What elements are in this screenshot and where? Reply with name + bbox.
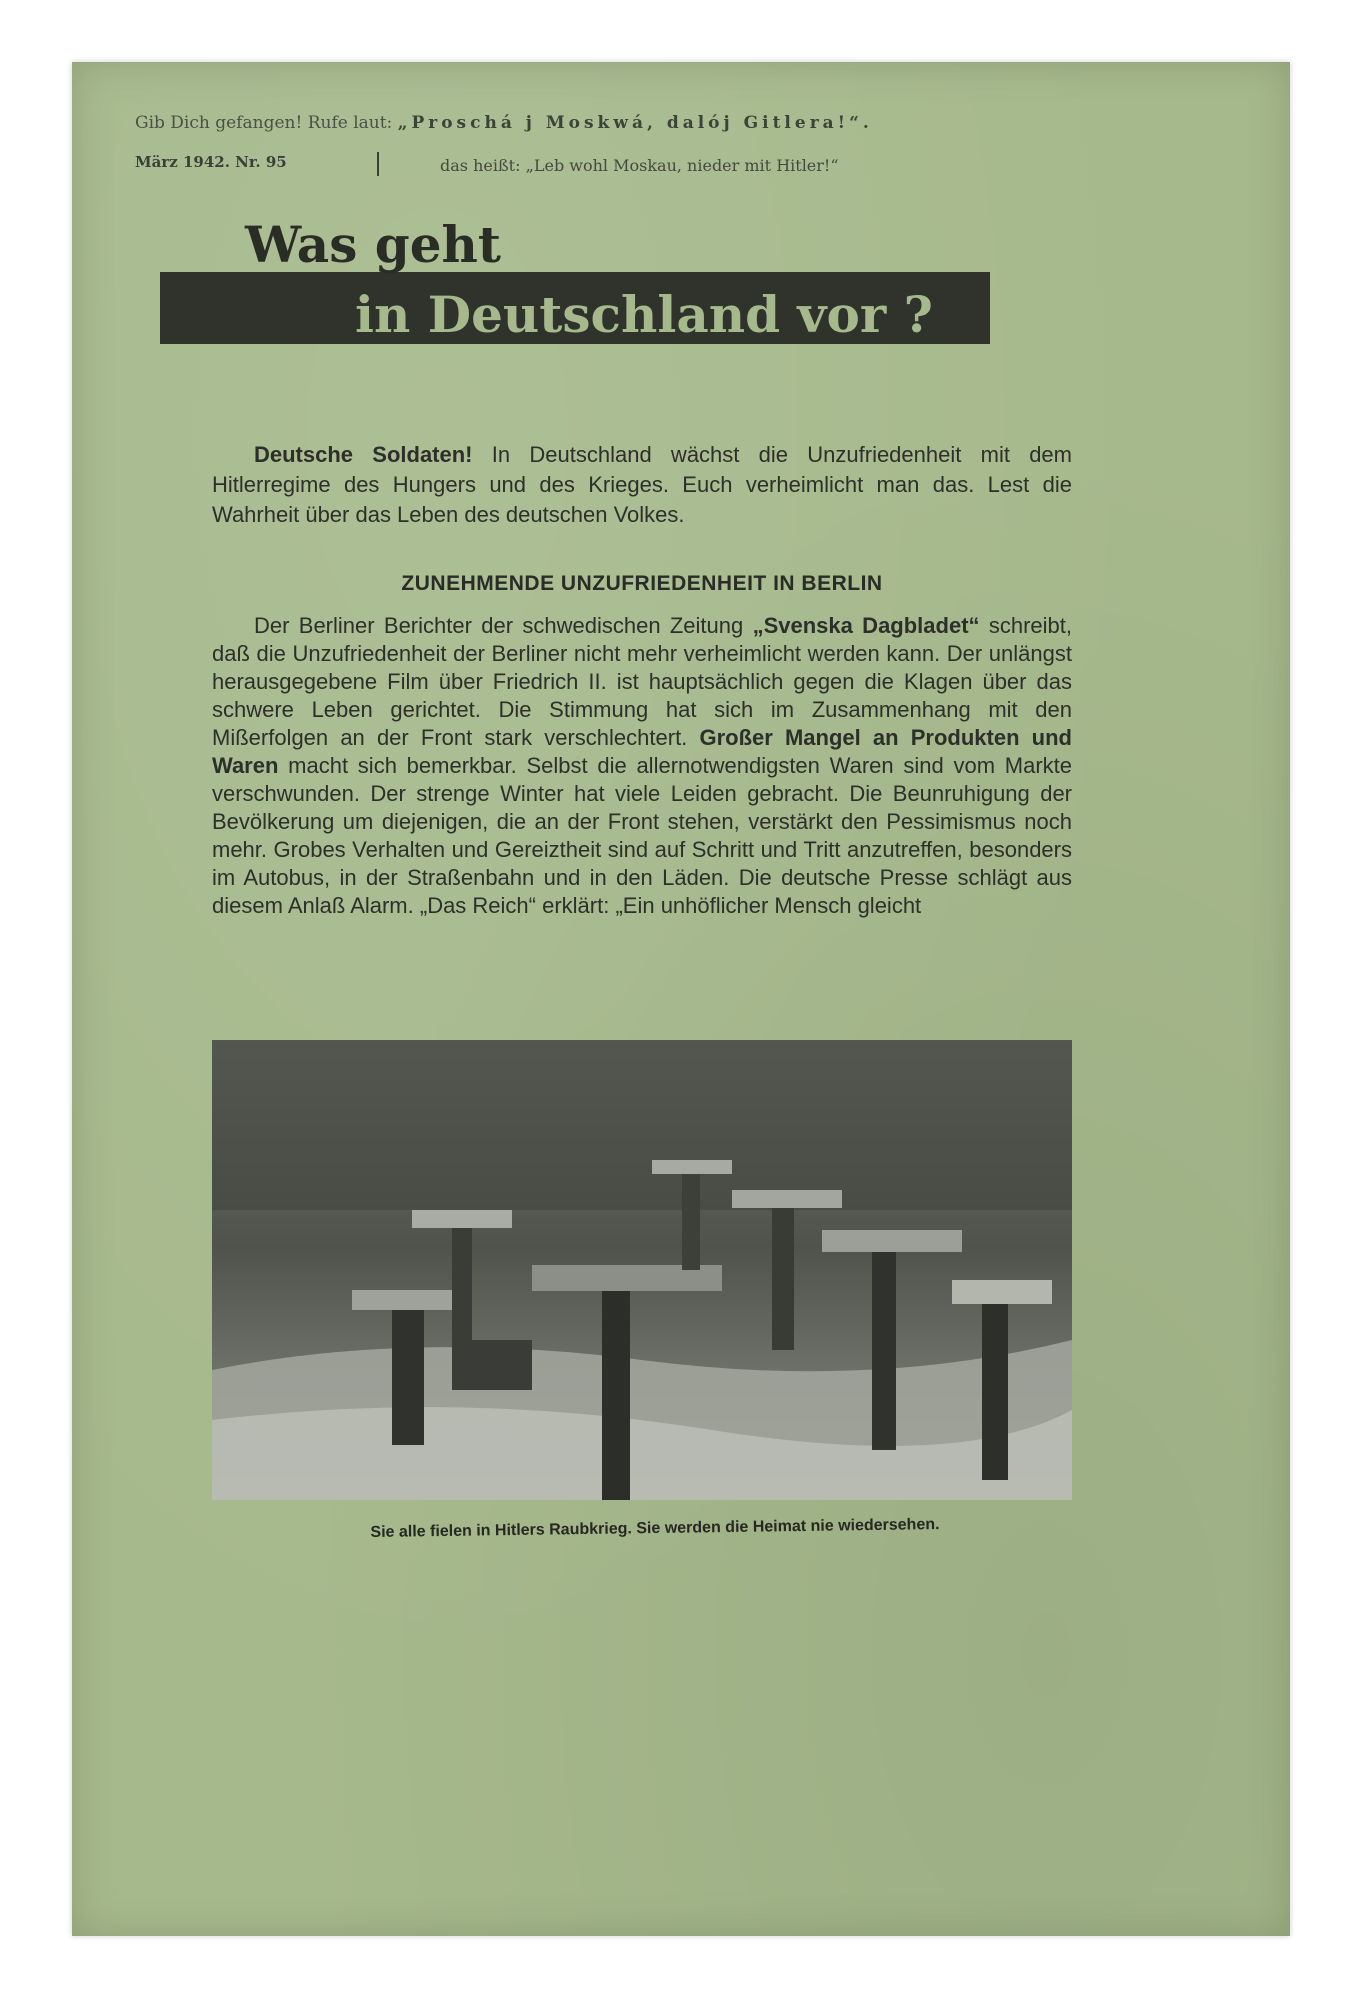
article-body <box>212 612 1072 920</box>
body-bold-1: „Svenska Dagbladet“ <box>752 613 980 638</box>
masthead <box>150 210 1000 355</box>
issue-date: März 1942. Nr. 95 <box>135 153 287 171</box>
issue-divider <box>377 152 379 176</box>
article-headline: ZUNEHMENDE UNZUFRIEDENHEIT IN BERLIN <box>401 572 883 595</box>
appeal-translation: das heißt: „Leb wohl Moskau, nieder mit Hitler!“ <box>440 156 839 175</box>
intro-bold: Deutsche Soldaten! <box>254 442 473 467</box>
appeal-prefix: Gib Dich gefangen! Rufe laut: <box>135 113 398 133</box>
masthead-line2: in Deutschland vor ? <box>355 285 933 344</box>
appeal-russian-phrase: „Proschá j Moskwá, dalój Gitlera!“. <box>397 113 873 133</box>
intro-paragraph <box>212 440 1072 530</box>
intro-text: In Deutschland wächst die Unzufriedenheit mit dem Hitlerregime des Hungers und des Krieges. Euch verheimlicht man das. Lest die Wahrheit über das Leben des deutschen Volkes. <box>212 442 1072 527</box>
body-part-1: Der Berliner Berichter der schwedischen Zeitung <box>254 613 753 638</box>
body-part-2: schreibt, daß die Unzufriedenheit der Berliner nicht mehr verheimlicht werden kann. Der unlängst herausgegebene Film über Friedrich II. ist hauptsächlich gegen die Klagen über das schwere Leben gerichtet. Die Stimmung hat sich im Zusammenhang mit den Mißerfolgen an der Front stark verschlechtert. <box>212 613 1073 750</box>
body-part-3: macht sich bemerkbar. Selbst die allernotwendigsten Waren sind vom Markte verschwunden. Der strenge Winter hat viele Leiden gebracht. Die Beunruhigung der Bevölkerung um diejenigen, die an der Front stehen, verstärkt den Pessimismus noch mehr. Grobes Verhalten und Gereiztheit sind auf Schritt und Tritt anzutreffen, besonders im Autobus, in der Straßenbahn und in den Läden. Die deutsche Presse schlägt aus diesem Anlaß Alarm. „Das Reich“ erklärt: „Ein unhöflicher Mensch gleicht <box>212 753 1072 918</box>
photo-image <box>212 1040 1072 1500</box>
masthead-graphic <box>150 210 1000 355</box>
surrender-appeal <box>135 113 1055 133</box>
body-bold-2: Großer Mangel an Produkten und Waren <box>212 725 1072 778</box>
photo-caption: Sie alle fielen in Hitlers Raubkrieg. Sie werden die Heimat nie wiedersehen. <box>370 1516 940 1541</box>
masthead-line1: Was geht <box>245 215 501 274</box>
photo-grave-crosses <box>212 1040 1072 1500</box>
